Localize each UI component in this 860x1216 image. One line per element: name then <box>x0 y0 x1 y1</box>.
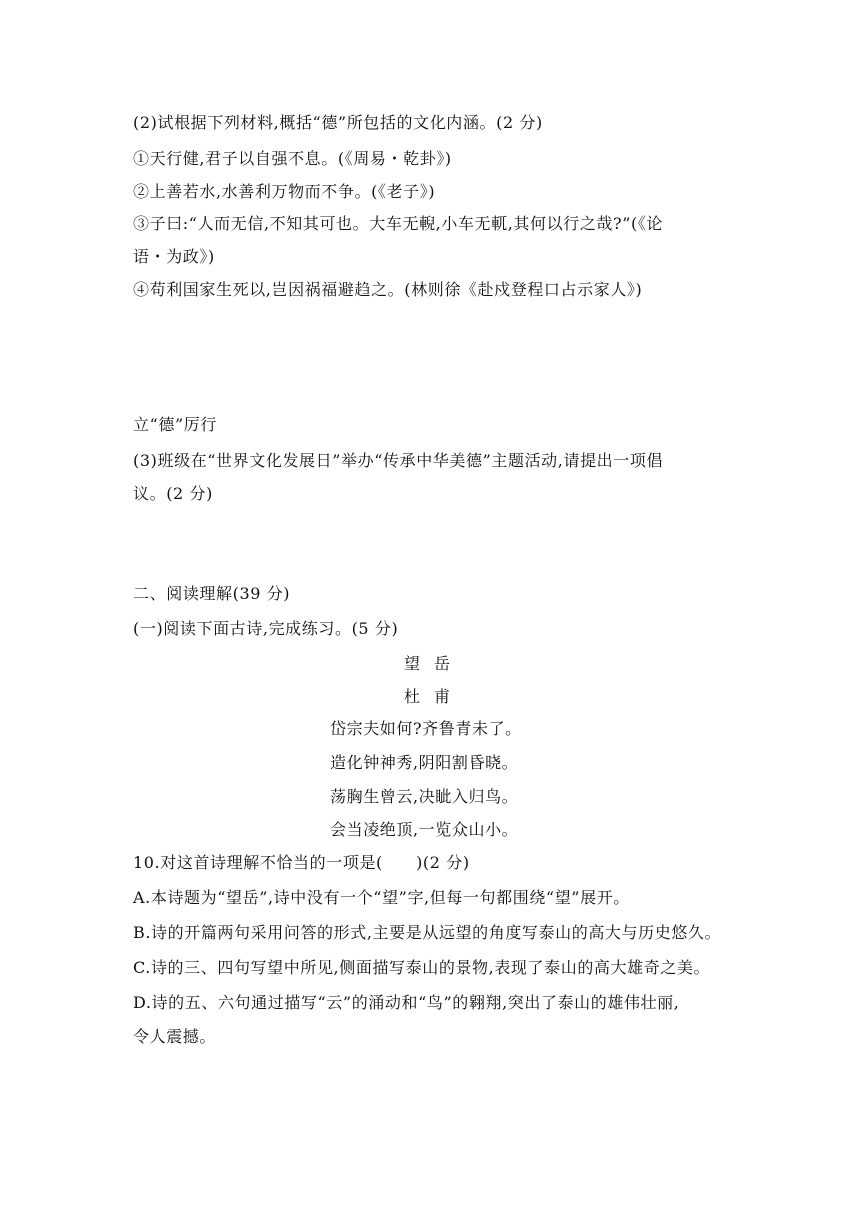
part-2-heading: 二、阅读理解(39 分) <box>133 584 291 603</box>
question-3-line-2: 议。(2 分) <box>133 484 213 503</box>
option-d: D.诗的五、六句通过描写“云”的涌动和“鸟”的翱翔,突出了泰山的雄伟壮丽, <box>133 993 680 1012</box>
poem-line-3: 荡胸生曾云,决眦入归鸟。 <box>330 787 519 806</box>
subsection-1-heading: (一)阅读下面古诗,完成练习。(5 分) <box>133 619 399 638</box>
option-a: A.本诗题为“望岳”,诗中没有一个“望”字,但每一句都围绕“望”展开。 <box>133 888 630 907</box>
section-heading: 立“德”厉行 <box>133 415 217 434</box>
question-10-stem: 10.对这首诗理解不恰当的一项是( )(2 分) <box>133 853 470 872</box>
question-2-prompt: (2)试根据下列材料,概括“德”所包括的文化内涵。(2 分) <box>133 113 543 132</box>
option-d-continued: 令人震撼。 <box>133 1027 217 1046</box>
poem-author: 杜甫 <box>404 687 465 706</box>
poem-line-2: 造化钟神秀,阴阳割昏晓。 <box>330 753 519 772</box>
material-3-continued: 语・为政》) <box>133 247 215 266</box>
material-2: ②上善若水,水善利万物而不争。(《老子》) <box>133 182 436 201</box>
poem-line-4: 会当凌绝顶,一览众山小。 <box>330 820 519 839</box>
option-b: B.诗的开篇两句采用问答的形式,主要是从远望的角度写泰山的高大与历史悠久。 <box>133 923 722 942</box>
material-1: ①天行健,君子以自强不息。(《周易・乾卦》) <box>133 149 452 168</box>
poem-title: 望岳 <box>404 654 465 673</box>
material-3: ③子曰:“人而无信,不知其可也。大车无輗,小车无軏,其何以行之哉?”(《论 <box>133 214 664 233</box>
poem-line-1: 岱宗夫如何?齐鲁青未了。 <box>330 719 522 738</box>
option-c: C.诗的三、四句写望中所见,侧面描写泰山的景物,表现了泰山的高大雄奇之美。 <box>133 958 711 977</box>
question-3-line-1: (3)班级在“世界文化发展日”举办“传承中华美德”主题活动,请提出一项倡 <box>133 451 664 470</box>
material-4: ④苟利国家生死以,岂因祸福避趋之。(林则徐《赴戍登程口占示家人》) <box>133 280 643 299</box>
